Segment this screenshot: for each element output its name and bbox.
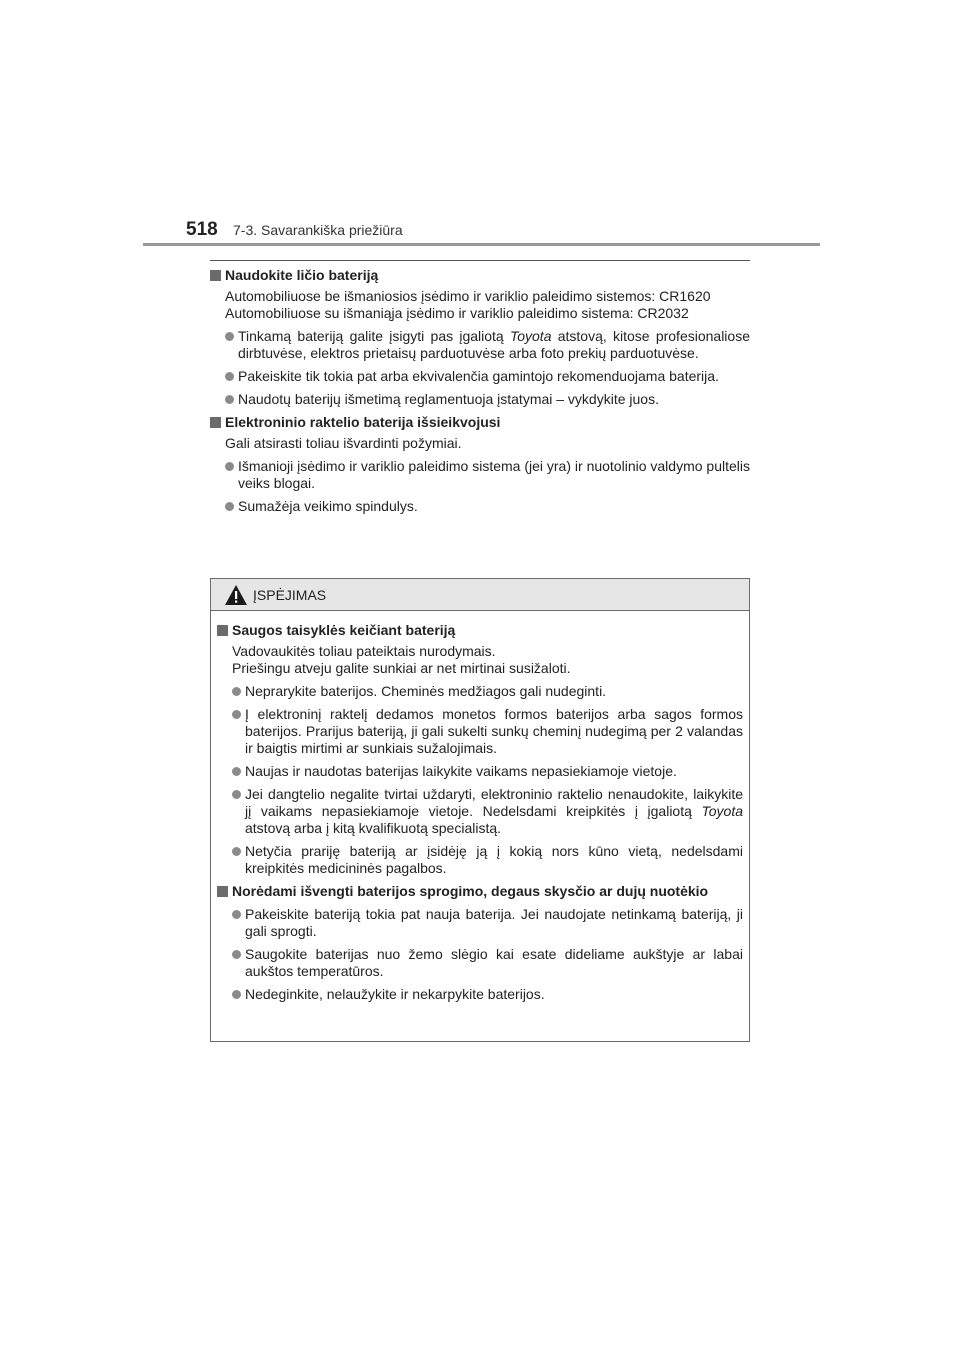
warning-triangle-icon	[225, 585, 247, 605]
round-bullet-icon	[225, 502, 234, 511]
round-bullet-icon	[225, 462, 234, 471]
warning-body	[211, 611, 749, 1003]
body-text: Vadovaukitės toliau pateiktais nurodymais.	[232, 643, 496, 659]
warning-label: ĮSPĖJIMAS	[253, 587, 327, 603]
list-item: Jei dangtelio negalite tvirtai uždaryti, elektroninio raktelio nenaudokite, laikykite jį vaikams nepasiekiamoje vietoje. Nedelsdami kreipkitės į įgaliotą Toyota atstovą arba į kitą kvalifikuotą specialistą.	[217, 786, 743, 837]
section-heading	[217, 622, 743, 639]
body-text: Priešingu atveju galite sunkiai ar net mirtinai susižaloti.	[232, 660, 571, 676]
body-text: Automobiliuose su išmaniąja įsėdimo ir variklio paleidimo sistema: CR2032	[225, 305, 689, 321]
round-bullet-icon	[232, 950, 241, 959]
round-bullet-icon	[232, 910, 241, 919]
content-top-rule	[210, 260, 750, 261]
round-bullet-icon	[232, 847, 241, 856]
square-bullet-icon	[210, 417, 221, 428]
list-item: Saugokite baterijas nuo žemo slėgio kai esate dideliame aukštyje ar labai aukštos temperatūros.	[217, 946, 743, 980]
round-bullet-icon	[232, 990, 241, 999]
brand-name: Toyota	[701, 803, 743, 819]
list-item: Į elektroninį raktelį dedamos monetos formos baterijos arba sagos formos baterijos. Prarijus bateriją, ji gali sukelti sunkų cheminį nudegimą per 2 valandas ir baigtis mirtimi ar sunkiais sužalojimais.	[217, 706, 743, 757]
body-text: Gali atsirasti toliau išvardinti požymiai.	[225, 435, 462, 451]
body-text: Automobiliuose be išmaniosios įsėdimo ir variklio paleidimo sistemos: CR1620	[225, 288, 711, 304]
list-item: Nedeginkite, nelaužykite ir nekarpykite baterijos.	[217, 986, 743, 1003]
list-item: Pakeiskite bateriją tokia pat nauja baterija. Jei naudojate netinkamą bateriją, ji gali sprogti.	[217, 906, 743, 940]
round-bullet-icon	[225, 332, 234, 341]
section-heading	[217, 883, 743, 900]
round-bullet-icon	[232, 767, 241, 776]
list-item: Pakeiskite tik tokia pat arba ekvivalenčia gamintojo rekomenduojama baterija.	[210, 368, 750, 385]
brand-name: Toyota	[509, 328, 552, 344]
section-heading	[210, 267, 750, 284]
section-title: Naudokite ličio bateriją	[225, 267, 379, 283]
header-rule	[143, 243, 820, 246]
square-bullet-icon	[210, 270, 221, 281]
chapter-title: 7-3. Savarankiška priežiūra	[233, 222, 403, 238]
list-item: Naudotų baterijų išmetimą reglamentuoja įstatymai – vykdykite juos.	[210, 391, 750, 408]
warning-box	[210, 578, 750, 1042]
square-bullet-icon	[217, 886, 228, 897]
list-item: Tinkamą bateriją galite įsigyti pas įgaliotą Toyota atstovą, kitose profesionaliose dirbtuvėse, elektros prietaisų parduotuvėse arba foto prekių parduotuvėse.	[210, 328, 750, 362]
list-item: Neprarykite baterijos. Cheminės medžiagos gali nudeginti.	[217, 683, 743, 700]
main-content	[210, 262, 750, 515]
section-heading	[210, 414, 750, 431]
round-bullet-icon	[225, 372, 234, 381]
section-title: Norėdami išvengti baterijos sprogimo, degaus skysčio ar dujų nuotėkio	[232, 883, 709, 899]
round-bullet-icon	[232, 710, 241, 719]
list-item: Naujas ir naudotas baterijas laikykite vaikams nepasiekiamoje vietoje.	[217, 763, 743, 780]
square-bullet-icon	[217, 625, 228, 636]
round-bullet-icon	[232, 687, 241, 696]
list-item: Sumažėja veikimo spindulys.	[210, 498, 750, 515]
section-title: Saugos taisyklės keičiant bateriją	[232, 622, 456, 638]
warning-header	[211, 579, 749, 611]
round-bullet-icon	[225, 395, 234, 404]
list-item: Netyčia prariję bateriją ar įsidėję ją į kokią nors kūno vietą, nedelsdami kreipkitės medicininės pagalbos.	[217, 843, 743, 877]
section-title: Elektroninio raktelio baterija išsieikvojusi	[225, 414, 501, 430]
round-bullet-icon	[232, 790, 241, 799]
page-number: 518	[186, 219, 218, 240]
list-item: Išmanioji įsėdimo ir variklio paleidimo sistema (jei yra) ir nuotolinio valdymo pultelis veiks blogai.	[210, 458, 750, 492]
